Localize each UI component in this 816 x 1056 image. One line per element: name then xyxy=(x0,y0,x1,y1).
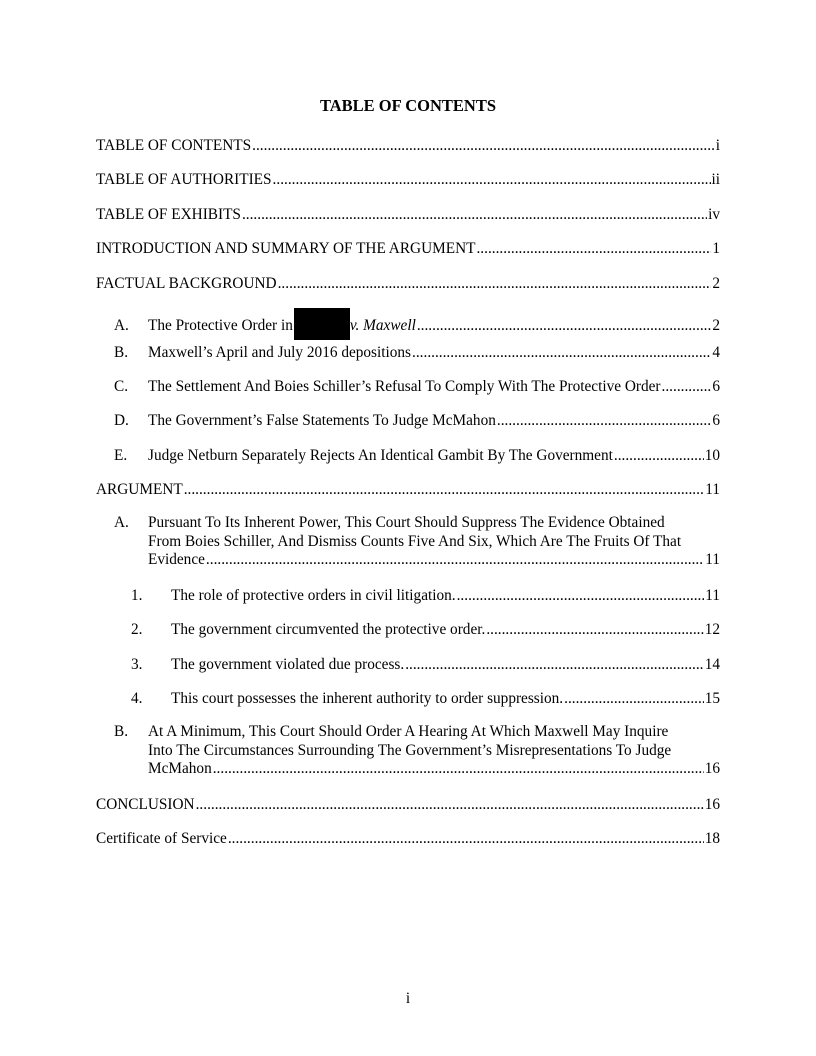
toc-entry-circumvented[interactable] xyxy=(96,620,720,639)
toc-page: ii xyxy=(711,171,720,188)
leader-dots xyxy=(497,411,711,430)
toc-label-line1: Pursuant To Its Inherent Power, This Court Should Suppress The Evidence Obtained xyxy=(148,514,665,531)
redaction-box xyxy=(294,308,350,340)
toc-number: 3. xyxy=(131,656,143,673)
toc-page: 6 xyxy=(712,378,720,395)
page-number: i xyxy=(405,990,411,1007)
leader-dots xyxy=(457,586,705,605)
toc-entry-protective-order[interactable] xyxy=(96,308,720,340)
toc-page: 1 xyxy=(712,240,720,257)
toc-label-line2: From Boies Schiller, And Dismiss Counts Five And Six, Which Are The Fruits Of That xyxy=(148,532,682,550)
toc-page: 11 xyxy=(705,481,720,498)
toc-label: Maxwell’s April and July 2016 depositions xyxy=(148,344,412,361)
leader-dots xyxy=(206,551,704,570)
toc-page: 2 xyxy=(712,317,720,334)
leader-dots xyxy=(242,205,707,224)
toc-label-line3: Evidence xyxy=(148,551,205,568)
leader-dots xyxy=(273,170,711,189)
toc-label-case: v. Maxwell xyxy=(349,317,416,334)
leader-dots xyxy=(662,377,712,396)
leader-dots xyxy=(614,446,704,465)
leader-dots xyxy=(278,274,712,293)
toc-entry-role-of-protective-orders[interactable] xyxy=(96,586,720,605)
toc-label-line2: Into The Circumstances Surrounding The Government’s Misrepresentations To Judge xyxy=(148,741,672,759)
page-title: TABLE OF CONTENTS xyxy=(319,96,497,115)
toc-entry-table-of-exhibits[interactable] xyxy=(96,205,720,224)
toc-label: TABLE OF AUTHORITIES xyxy=(96,171,272,188)
toc-label: The Settlement And Boies Schiller’s Refusal To Comply With The Protective Order xyxy=(148,378,661,395)
leader-dots xyxy=(228,829,704,848)
toc-page: 12 xyxy=(704,621,720,638)
toc-number: 2. xyxy=(131,621,143,638)
toc-page: 16 xyxy=(704,796,720,813)
toc-label: The Government’s False Statements To Judge McMahon xyxy=(148,412,496,429)
leader-dots xyxy=(252,136,715,155)
leader-dots xyxy=(196,795,704,814)
toc-entry-table-of-contents[interactable] xyxy=(96,136,720,155)
toc-page: 2 xyxy=(712,275,720,292)
toc-letter: B. xyxy=(114,723,129,740)
toc-label: FACTUAL BACKGROUND xyxy=(96,275,277,292)
toc-page: iv xyxy=(708,206,720,223)
toc-label: The Protective Order in xyxy=(148,317,293,334)
toc-entry-table-of-authorities[interactable] xyxy=(96,170,720,189)
leader-dots xyxy=(184,480,705,499)
toc-entry-certificate-of-service[interactable] xyxy=(96,829,720,848)
toc-letter: E. xyxy=(114,447,128,464)
toc-page: 11 xyxy=(705,587,720,604)
leader-dots xyxy=(476,239,711,258)
toc-entry-argument[interactable] xyxy=(96,480,720,499)
leader-dots xyxy=(486,620,703,639)
toc-page: 11 xyxy=(705,551,720,568)
toc-label: Certificate of Service xyxy=(96,830,227,847)
toc-number: 1. xyxy=(131,587,143,604)
toc-label: TABLE OF EXHIBITS xyxy=(96,206,241,223)
toc-page: 4 xyxy=(712,344,720,361)
toc-letter: A. xyxy=(114,514,129,531)
toc-entry-due-process[interactable] xyxy=(96,655,720,674)
leader-dots xyxy=(417,316,712,335)
toc-entry-inherent-authority[interactable] xyxy=(96,689,720,708)
toc-letter: C. xyxy=(114,378,129,395)
toc-label-line3: McMahon xyxy=(148,760,212,777)
toc-entry-judge-netburn[interactable] xyxy=(96,446,720,465)
toc-label: The role of protective orders in civil litigation. xyxy=(171,587,456,604)
toc-label: Judge Netburn Separately Rejects An Identical Gambit By The Government xyxy=(148,447,613,464)
toc-letter: A. xyxy=(114,317,129,334)
toc-entry-introduction[interactable] xyxy=(96,239,720,258)
leader-dots xyxy=(564,689,704,708)
toc-label: INTRODUCTION AND SUMMARY OF THE ARGUMENT xyxy=(96,240,476,257)
toc-page: 10 xyxy=(704,447,720,464)
toc-page: 15 xyxy=(704,690,720,707)
toc-label: CONCLUSION xyxy=(96,796,195,813)
toc-entry-argument-b[interactable] xyxy=(96,723,720,779)
toc-label: The government violated due process. xyxy=(171,656,405,673)
toc-label-line1: At A Minimum, This Court Should Order A Hearing At Which Maxwell May Inquire xyxy=(148,723,669,740)
toc-entry-settlement[interactable] xyxy=(96,377,720,396)
leader-dots xyxy=(412,343,711,362)
leader-dots xyxy=(405,655,704,674)
toc-letter: B. xyxy=(114,344,129,361)
toc-page: 6 xyxy=(712,412,720,429)
toc-entry-conclusion[interactable] xyxy=(96,795,720,814)
toc-label: TABLE OF CONTENTS xyxy=(96,137,252,154)
toc-letter: D. xyxy=(114,412,129,429)
toc-label: The government circumvented the protective order. xyxy=(171,621,486,638)
toc-entry-false-statements[interactable] xyxy=(96,411,720,430)
toc-number: 4. xyxy=(131,690,143,707)
toc-label: ARGUMENT xyxy=(96,481,183,498)
toc-label: This court possesses the inherent authority to order suppression. xyxy=(171,690,564,707)
toc-page: 14 xyxy=(704,656,720,673)
toc-entry-factual-background[interactable] xyxy=(96,274,720,293)
toc-page: i xyxy=(715,137,720,154)
toc-entry-depositions[interactable] xyxy=(96,343,720,362)
toc-entry-argument-a[interactable] xyxy=(96,514,720,570)
leader-dots xyxy=(213,760,704,779)
toc-page: 16 xyxy=(704,760,720,777)
toc-page: 18 xyxy=(704,830,720,847)
